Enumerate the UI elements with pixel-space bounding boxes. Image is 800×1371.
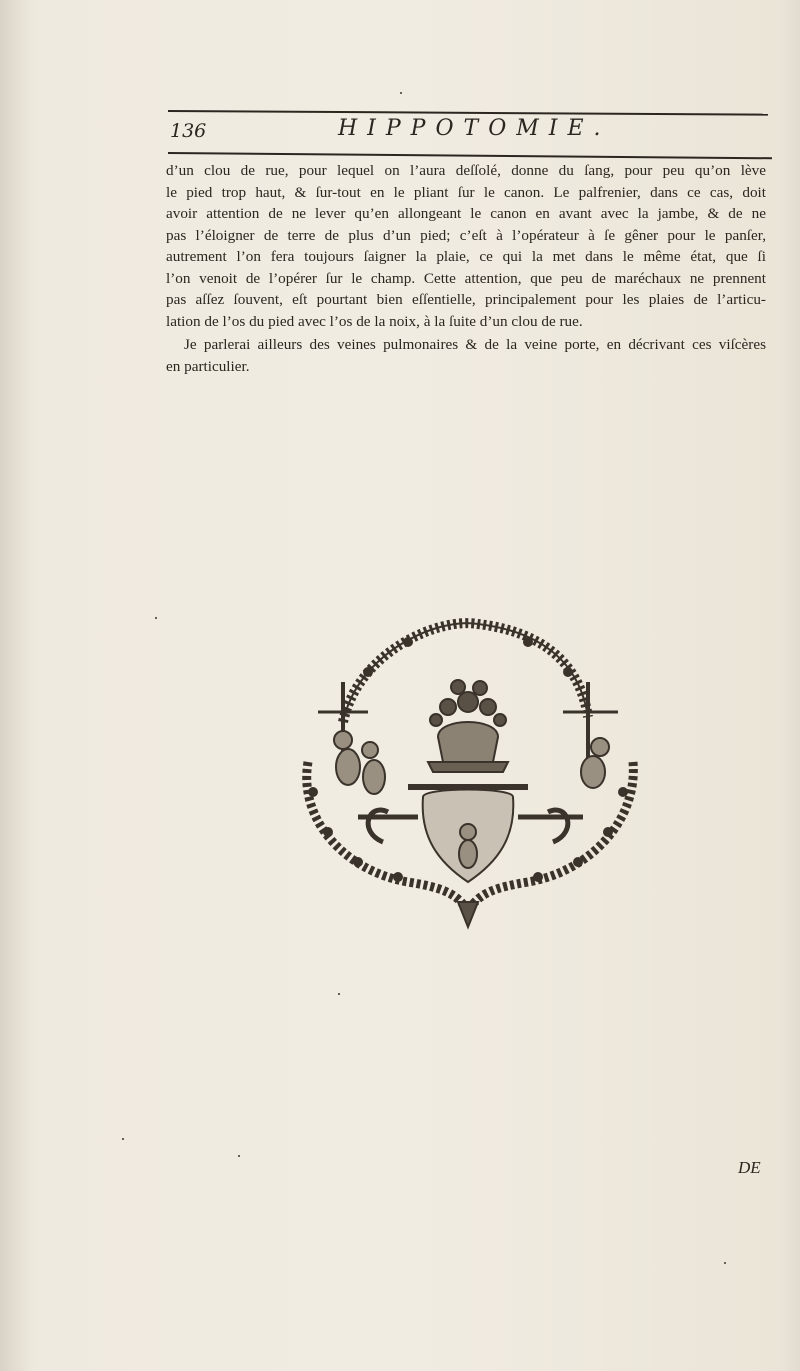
paragraph-1 [166,160,766,332]
text-line: autrement l’on fera toujours ſaigner la plaie, ce qui la met dans le même état, que ſi [166,248,766,265]
running-title: HIPPOTOMIE. [338,116,611,141]
text-line: avoir attention de ne lever qu’en allongeant le canon en avant avec la jambe, & de ne [166,205,766,222]
header-rule-top [168,110,768,116]
page-number: 136 [170,120,207,142]
paper-speck [122,1138,124,1140]
text-line: lation de l’os du pied avec l’os de la noix, à la ſuite d’un clou de rue. [166,312,583,330]
paper-speck [338,993,340,995]
paragraph-2 [166,334,766,377]
text-line: l’on venoit de l’opérer ſur le champ. Cette attention, que peu de maréchaux ne prennent [166,269,766,287]
body-text [166,160,766,377]
text-line: en particulier. [166,357,250,375]
gutter-shadow [0,0,30,1371]
text-line: d’un clou de rue, pour lequel on l’aura deſſolé, donne du ſang, pour peu qu’on lève [166,162,766,179]
text-line: Je parlerai ailleurs des veines pulmonaires & de la veine porte, en décrivant ces viſcères [184,336,766,353]
paper-speck [155,617,157,619]
text-line: le pied trop haut, & ſur-tout en le pliant ſur le canon. Le palfrenier, dans ce cas, doit [166,183,766,201]
paper-speck [724,1262,726,1264]
text-line: pas l’éloigner de terre de plus d’un pied; c’eſt à l’opérateur à ſe gêner pour le panſer, [166,226,766,244]
catchword: DE [738,1158,761,1177]
header-rule-bottom [168,152,772,159]
paper-speck [400,92,402,94]
paper-speck [238,1155,240,1157]
floral-vignette-basket-cherubs-icon [288,612,648,932]
text-line: pas aſſez ſouvent, eſt pourtant bien eſſentielle, principalement pour les plaies de l’articu- [166,291,766,308]
